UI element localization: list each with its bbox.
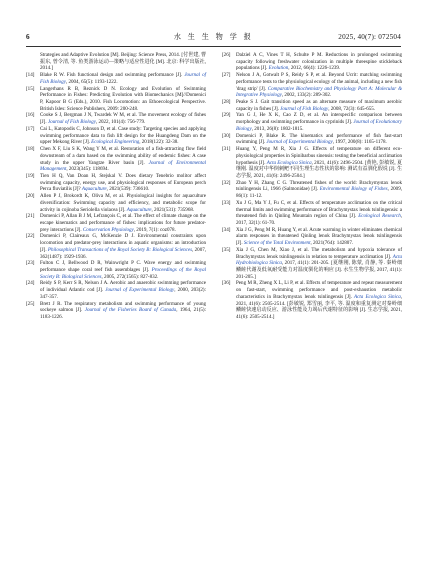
reference-number: [18] <box>26 146 35 153</box>
reference-citation-details: , 2021, 41(6): 2496-2504. [黄艳, 彭敏锐, 夏继刚. 温度对中华倒刺鲃不同生理生态性状的影响: 测试有益驯化假说 [J]. 生态学报, 2021, 41(6): 2496-2504.] <box>236 159 402 179</box>
journal-name: Journal of Experimental Biology <box>105 287 175 294</box>
reference-body: Brett J R. The respiratory metabolism and swimming performance of young sockeye salmon [J]. <box>40 300 206 314</box>
reference-citation-details: , 2019, 7(1): coz078. <box>133 226 176 233</box>
reference-body: Peng M R, Zheng X L, Li P, et al. Effects of temperature and repeat measurement on fast-start, swimming performance and post-exhaustion metabolic characteristics in Brachymystax lenok tsinlingensis [J]. <box>236 280 402 300</box>
reference-body: Domenici P, Claireaux G, McKenzie D J. Environmental constraints upon locomotion and predator-prey interactions in aquatic organisms: an introduction [J]. <box>40 233 206 253</box>
reference-citation-details: , 2005, 272(1565): 827-832. <box>101 273 159 280</box>
reference-entry <box>26 260 206 280</box>
reference-body: Langerhans R B, Reznick D N. Ecology and Evolution of Swimming Performance in Fishes: Predicting Evolution with Biomechanics [M]//Domenici P, Kapoor B G (Eds.), 2010. Fish Locomotion: an Ethoecological Perspective. British Isles: Science Publishers, 2009: 200-248. <box>40 85 206 112</box>
reference-text <box>236 112 402 132</box>
references-left-column <box>26 52 206 321</box>
reference-number: [32] <box>222 179 231 186</box>
reference-entry <box>222 133 402 146</box>
reference-body: Huang Y, Peng M R, Xia J G. Effects of temperature on different eco-physiological properties in Spinibarbus sinensis: testing the beneficial acclimation hypothesis [J]. <box>236 146 402 166</box>
reference-entry <box>26 72 206 85</box>
reference-entry <box>222 112 402 132</box>
reference-text <box>40 173 206 193</box>
reference-body: Strategies and Adaptive Evolution [M]. Beijing: Science Press, 2014. [付世建, 曹振东, 曾令清, 等. 鱼类游泳运动—策略与适应性进化 [M]. 北京: 科学出版社, 2014.] <box>40 52 206 72</box>
reference-body: Domenici P, Allan B J M, Lefrançois C, et al. The effect of climate change on the escape kinematics and performance of fishes: implications for future predator-prey interactions [J]. <box>40 213 206 233</box>
reference-entry <box>222 146 402 180</box>
journal-name: Journal of Environmental Management <box>40 159 206 173</box>
reference-entry <box>222 52 402 72</box>
reference-text <box>40 112 206 125</box>
journal-name: Science of the Total Environment <box>243 240 311 247</box>
reference-citation-details: , 2021(539): 736610. <box>106 186 150 193</box>
journal-name: Journal of Experimental Biology <box>266 139 333 146</box>
reference-citation-details: , 2021(531): 735968. <box>151 206 195 213</box>
reference-number: [22] <box>26 233 35 240</box>
reference-citation-details: , 2004, 65(5): 1193-1222. <box>65 78 118 85</box>
reference-number: [16] <box>26 112 35 119</box>
reference-entry <box>26 52 206 72</box>
references-right-column <box>222 52 402 321</box>
reference-entry <box>26 280 206 300</box>
reference-citation-details: , 2017, 32(1): 61-70. <box>236 213 403 226</box>
reference-body: Reidy S P, Kerr S R, Nelson J A. Aerobic and anaerobic swimming performance of individual Atlantic cod [J]. <box>40 280 206 294</box>
reference-body: Cooke S J, Bergman J N, Twardek W M, et al. The movement ecology of fishes [J]. <box>40 112 206 126</box>
reference-text <box>236 72 402 99</box>
reference-entry <box>26 213 206 233</box>
reference-entry <box>26 86 206 113</box>
reference-body: Fulton C J, Bellwood D R, Wainwright P C. Wave energy and swimming performance shape coral reef fish assemblages [J]. <box>40 260 206 273</box>
reference-entry <box>222 227 402 247</box>
reference-number: [36] <box>222 280 231 287</box>
reference-number: [15] <box>26 85 35 92</box>
reference-entry <box>26 146 206 173</box>
reference-number: [23] <box>26 260 35 267</box>
journal-name: Journal of Fish Biology <box>47 119 96 126</box>
reference-text <box>40 86 206 113</box>
reference-body: Cai L, Katopodis C, Johnson D, et al. Case study: Targeting species and applying swimming performance data to fish lift design for the Huangdeng Dam on the upper Mekong River [J]. <box>40 125 206 146</box>
reference-text <box>40 193 206 213</box>
reference-number: [21] <box>26 213 35 220</box>
reference-text <box>236 247 402 281</box>
reference-body: Yan G J, He X K, Cao Z D, et al. An interspecific comparison between morphology and swimming performance in cyprinids [J]. <box>236 112 402 126</box>
reference-entry <box>26 112 206 125</box>
journal-name: Journal of the Fisheries Board of Canada <box>84 307 177 314</box>
reference-text <box>236 280 402 320</box>
reference-text <box>40 213 206 233</box>
reference-citation-details: , 1964, 21(5): 1183-1226. <box>40 307 206 321</box>
reference-body: Chen X F, Liu S K, Wang Y M, et al. Restoration of a fish-attracting flow field downstream of a dam based on the swimming ability of endemic fishes: A case study in the upper Yangtze River basin [J]. <box>40 146 206 166</box>
reference-number: [33] <box>222 199 231 206</box>
reference-entry <box>26 193 206 213</box>
page-number: 6 <box>26 33 30 41</box>
reference-text <box>40 126 206 146</box>
journal-name: Aquaculture <box>126 206 152 213</box>
reference-citation-details: , 2018(122): 32-38. <box>139 139 179 146</box>
reference-body: Domenici P, Blake R. The kinematics and performance of fish fast-start swimming [J]. <box>236 132 402 146</box>
journal-name: Comparative Biochemistry and Physiology Part A: Molecular & Integrative Physiology <box>236 85 403 99</box>
reference-body: Allen P J, Brokordt K, Oliva M, et al. Physiological insights for aquaculture diversification: Swimming capacity and efficiency, and metabolic scope for activity in cojinoba Seriolella violacea [J]. <box>40 193 206 213</box>
reference-citation-details: , 2009, 86(1): 11-12. <box>236 186 402 200</box>
reference-citation-details: , 2000, 203(2): 347-357. <box>40 287 206 300</box>
reference-text <box>236 227 402 247</box>
reference-entry <box>222 99 402 112</box>
reference-entry <box>222 180 402 200</box>
reference-number: [34] <box>222 226 231 233</box>
journal-name: Ecological Research <box>358 213 401 220</box>
reference-body: Peake S J. Gait transition speed as an alternate measure of maximum aerobic capacity in fishes [J]. <box>236 99 402 112</box>
reference-body: Blake R W. Fish functional design and swimming performance [J]. <box>40 72 185 79</box>
journal-name: Conservation Physiology <box>82 226 134 233</box>
reference-text <box>236 200 402 227</box>
reference-text <box>236 99 402 112</box>
reference-text <box>40 72 206 85</box>
running-header <box>26 30 401 44</box>
journal-name: Acta Ecologica Sinica <box>266 159 312 166</box>
journal-name: Acta Ecologica Sinica <box>354 293 401 300</box>
reference-number: [20] <box>26 193 35 200</box>
journal-name: Environmental Biology of Fishes <box>319 186 388 193</box>
journal-name: Ecological Engineering <box>91 139 140 146</box>
reference-body: Zhao Y H, Zhang C G. Threatened fishes of the world: Brachymystax lenok tsinlingensis Li, 1966 (Salmonidae) [J]. <box>236 179 402 193</box>
reference-number: [24] <box>26 280 35 287</box>
reference-number: [19] <box>26 172 35 179</box>
journal-name: Philosophical Transactions of the Royal Society B: Biological Sciences <box>47 246 193 253</box>
journal-name: Proceedings of the Royal Society B: Biological Sciences <box>40 267 206 280</box>
journal-name: Journal of Fish Biology <box>280 105 329 112</box>
reference-entry <box>26 301 206 321</box>
reference-entry <box>222 247 402 281</box>
reference-text <box>40 260 206 280</box>
reference-body: Nelson J A, Gotwalt P S, Reidy S P, et al. Beyond Ucrit: matching swimming performance tests to the physiological ecology of the animal, including a new fish 'drag strip' [J]. <box>236 72 402 92</box>
reference-citation-details: , 2013, 26(8): 1802-1815. <box>251 125 304 132</box>
journal-name: Journal of Evolutionary Biology <box>236 119 402 132</box>
reference-body: Xia J G, Peng M R, Huang Y, et al. Acute warming in winter eliminates chemical alarm responses in threatened Qinling lenok Brachymystax lenok tsinlingensis [J]. <box>236 226 402 247</box>
reference-number: [25] <box>26 300 35 307</box>
reference-citation-details: , 2007, 362(1487): 1929-1936. <box>40 246 207 260</box>
journal-name: Aquaculture <box>81 186 107 193</box>
reference-number: [28] <box>222 99 231 106</box>
reference-number: [30] <box>222 132 231 139</box>
journal-name: Evolution <box>268 65 289 72</box>
reference-text <box>40 52 206 72</box>
reference-citation-details: , 2002, 133(2): 289-302. <box>281 92 332 99</box>
reference-body: Xia J G, Chen M, Xiao J, et al. The metabolism and hypoxia tolerance of Brachymystax lenok tsinlingensis in relation to temperature acclimation [J]. <box>236 246 402 260</box>
reference-entry <box>222 200 402 227</box>
reference-entry <box>26 126 206 146</box>
journal-name: Acta Hydrobiologica Sinica <box>236 253 402 267</box>
header-rule <box>26 46 401 47</box>
reference-text <box>236 146 402 180</box>
reference-body: Xu J G, Ma Y J, Fu C, et al. Effects of temperature acclimation on the critical thermal limits and swimming performance of Brachymystax lenok tsinlingensis: a threatened fish in Qinling Mountain region of China [J]. <box>236 199 402 220</box>
reference-number: [31] <box>222 146 231 153</box>
reference-text <box>40 233 206 260</box>
reference-entry <box>26 173 206 193</box>
journal-title: 水 生 生 物 学 报 <box>173 33 254 41</box>
reference-entry <box>222 72 402 99</box>
reference-text <box>40 280 206 300</box>
reference-body: Dalziel A C, Vines T H, Schulte P M. Reductions in prolonged swimming capacity following freshwater colonization in multiple threespine stickleback populations [J]. <box>236 52 402 72</box>
journal-name: Journal of Fish Biology <box>40 72 207 85</box>
reference-citation-details: , 2023(345): 118694. <box>66 166 109 173</box>
issue-info: 2025, 40(7): 072504 <box>338 33 401 41</box>
reference-number: [14] <box>26 72 35 79</box>
reference-number: [29] <box>222 112 231 119</box>
reference-citation-details: , 2017, 41(1): 201-205. [夏继刚, 陈蒙, 肖静, 等. 秦岭细鳞鲑代谢及低氧耐受能力对温度驯化的响应 [J]. 水生生物学报, 2017, 41(1): 201-205.] <box>236 260 402 280</box>
reference-number: [26] <box>222 52 231 58</box>
reference-citation-details: , 2012, 66(4): 1226-1239. <box>288 65 341 72</box>
reference-entry <box>222 280 402 320</box>
reference-number: [35] <box>222 246 231 253</box>
reference-citation-details: , 2008, 72(3): 645-655. <box>328 105 376 112</box>
reference-citation-details: , 1997, 200(8): 1165-1178. <box>332 139 387 146</box>
reference-text <box>236 52 402 72</box>
reference-body: Tien H Q, Van Doan H, Stejskal V. Does dietary Tenebrio molitor affect swimming capacity, energy use, and physiological responses of European perch Perca fluviatilis [J]? <box>40 172 206 193</box>
reference-text <box>236 133 402 146</box>
reference-text <box>40 301 206 321</box>
reference-entry <box>26 233 206 260</box>
reference-number: [17] <box>26 125 35 132</box>
reference-citation-details: , 2021, 41(6): 2505-2514. [彭敏锐, 郑雪丽, 李平, 等. 温度和重复测定对秦岭细鳞鲑快速启动反应、游泳性能及力竭后代谢特征的影响 [J]. 生态学报, 2021, 41(6): 2505-2514.] <box>236 293 402 321</box>
reference-number: [27] <box>222 72 231 79</box>
reference-citation-details: , 2021(764): 142807. <box>310 240 354 247</box>
reference-text <box>236 180 402 200</box>
reference-text <box>40 146 206 173</box>
reference-citation-details: , 2022, 101(4): 756-779. <box>95 119 146 126</box>
